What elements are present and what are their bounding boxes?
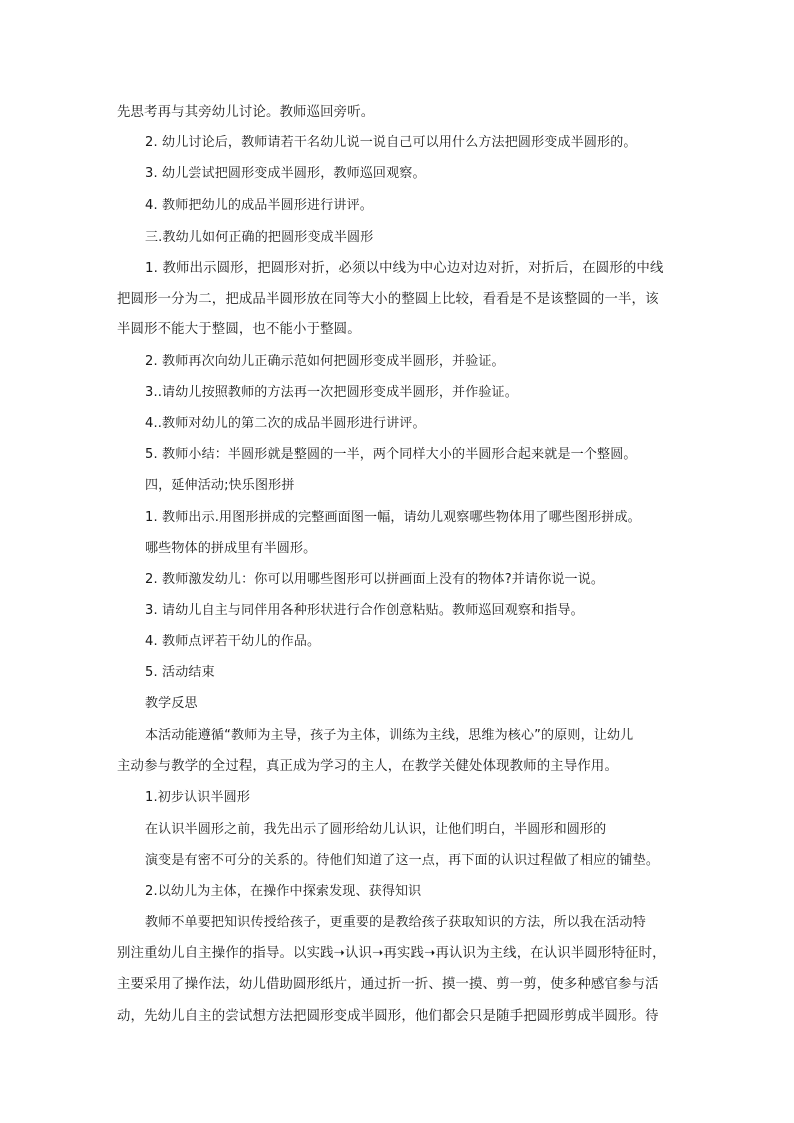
text-line: 演变是有密不可分的关系的。待他们知道了这一点，再下面的认识过程做了相应的铺垫。 bbox=[145, 853, 660, 868]
text-line: 本活动能遵循“教师为主导，孩子为主体，训练为主线，思维为核心”的原则，让幼儿 bbox=[145, 728, 634, 743]
text-line: 主要采用了操作法，幼儿借助圆形纸片，通过折一折、摸一摸、剪一剪，使多种感官参与活 bbox=[117, 977, 659, 992]
text-line: 三.教幼儿如何正确的把圆形变成半圆形 bbox=[145, 230, 374, 245]
text-line: 3. 请幼儿自主与同伴用各种形状进行合作创意粘贴。教师巡回观察和指导。 bbox=[145, 603, 584, 618]
text-line: 教学反思 bbox=[145, 696, 198, 711]
text-line: 在认识半圆形之前，我先出示了圆形给幼儿认识，让他们明白，半圆形和圆形的 bbox=[145, 822, 607, 837]
text-line: 4. 教师点评若干幼儿的作品。 bbox=[145, 634, 321, 649]
text-line: 别注重幼儿自主操作的指导。以实践➝认识➝再实践➝再认识为主线，在认识半圆形特征时， bbox=[117, 946, 666, 961]
text-line: 3. 幼儿尝试把圆形变成半圆形，教师巡回观察。 bbox=[145, 166, 426, 181]
text-line: 哪些物体的拼成里有半圆形。 bbox=[145, 541, 317, 556]
text-line: 四，延伸活动;快乐图形拼 bbox=[145, 478, 295, 493]
text-line: 1. 教师出示.用图形拼成的完整画面图一幅，请幼儿观察哪些物体用了哪些图形拼成。 bbox=[145, 510, 641, 525]
text-line: 2.以幼儿为主体，在操作中探索发现、获得知识 bbox=[145, 884, 422, 899]
text-line: 4. 教师把幼儿的成品半圆形进行讲评。 bbox=[145, 198, 373, 213]
text-line: 1.初步认识半圆形 bbox=[145, 790, 251, 805]
text-line: 动，先幼儿自主的尝试想方法把圆形变成半圆形，他们都会只是随手把圆形剪成半圆形。待 bbox=[117, 1009, 659, 1024]
text-line: 2. 教师激发幼儿：你可以用哪些图形可以拼画面上没有的物体?并请你说一说。 bbox=[145, 572, 605, 587]
text-line: 半圆形不能大于整圆，也不能小于整圆。 bbox=[117, 322, 361, 337]
text-line: 2. 教师再次向幼儿正确示范如何把圆形变成半圆形，并验证。 bbox=[145, 354, 505, 369]
text-line: 5. 活动结束 bbox=[145, 665, 215, 680]
text-line: 把圆形一分为二，把成品半圆形放在同等大小的整圆上比较，看看是不是该整圆的一半，该 bbox=[117, 292, 659, 307]
text-line: 主动参与教学的全过程，真正成为学习的主人，在教学关健处体现教师的主导作用。 bbox=[117, 759, 619, 774]
text-line: 3..请幼儿按照教师的方法再一次把圆形变成半圆形，并作验证。 bbox=[145, 385, 518, 400]
text-line: 教师不单要把知识传授给孩子，更重要的是教给孩子获取知识的方法，所以我在活动特 bbox=[145, 915, 646, 930]
text-line: 4..教师对幼儿的第二次的成品半圆形进行讲评。 bbox=[145, 416, 426, 431]
text-line: 2. 幼儿讨论后，教师请若干名幼儿说一说自己可以用什么方法把圆形变成半圆形的。 bbox=[145, 135, 637, 150]
text-line: 先思考再与其旁幼儿讨论。教师巡回旁听。 bbox=[117, 105, 375, 120]
text-line: 1. 教师出示圆形，把圆形对折，必须以中线为中心边对边对折，对折后，在圆形的中线 bbox=[145, 261, 664, 276]
text-line: 5. 教师小结：半圆形就是整圆的一半，两个同样大小的半圆形合起来就是一个整圆。 bbox=[145, 447, 637, 462]
